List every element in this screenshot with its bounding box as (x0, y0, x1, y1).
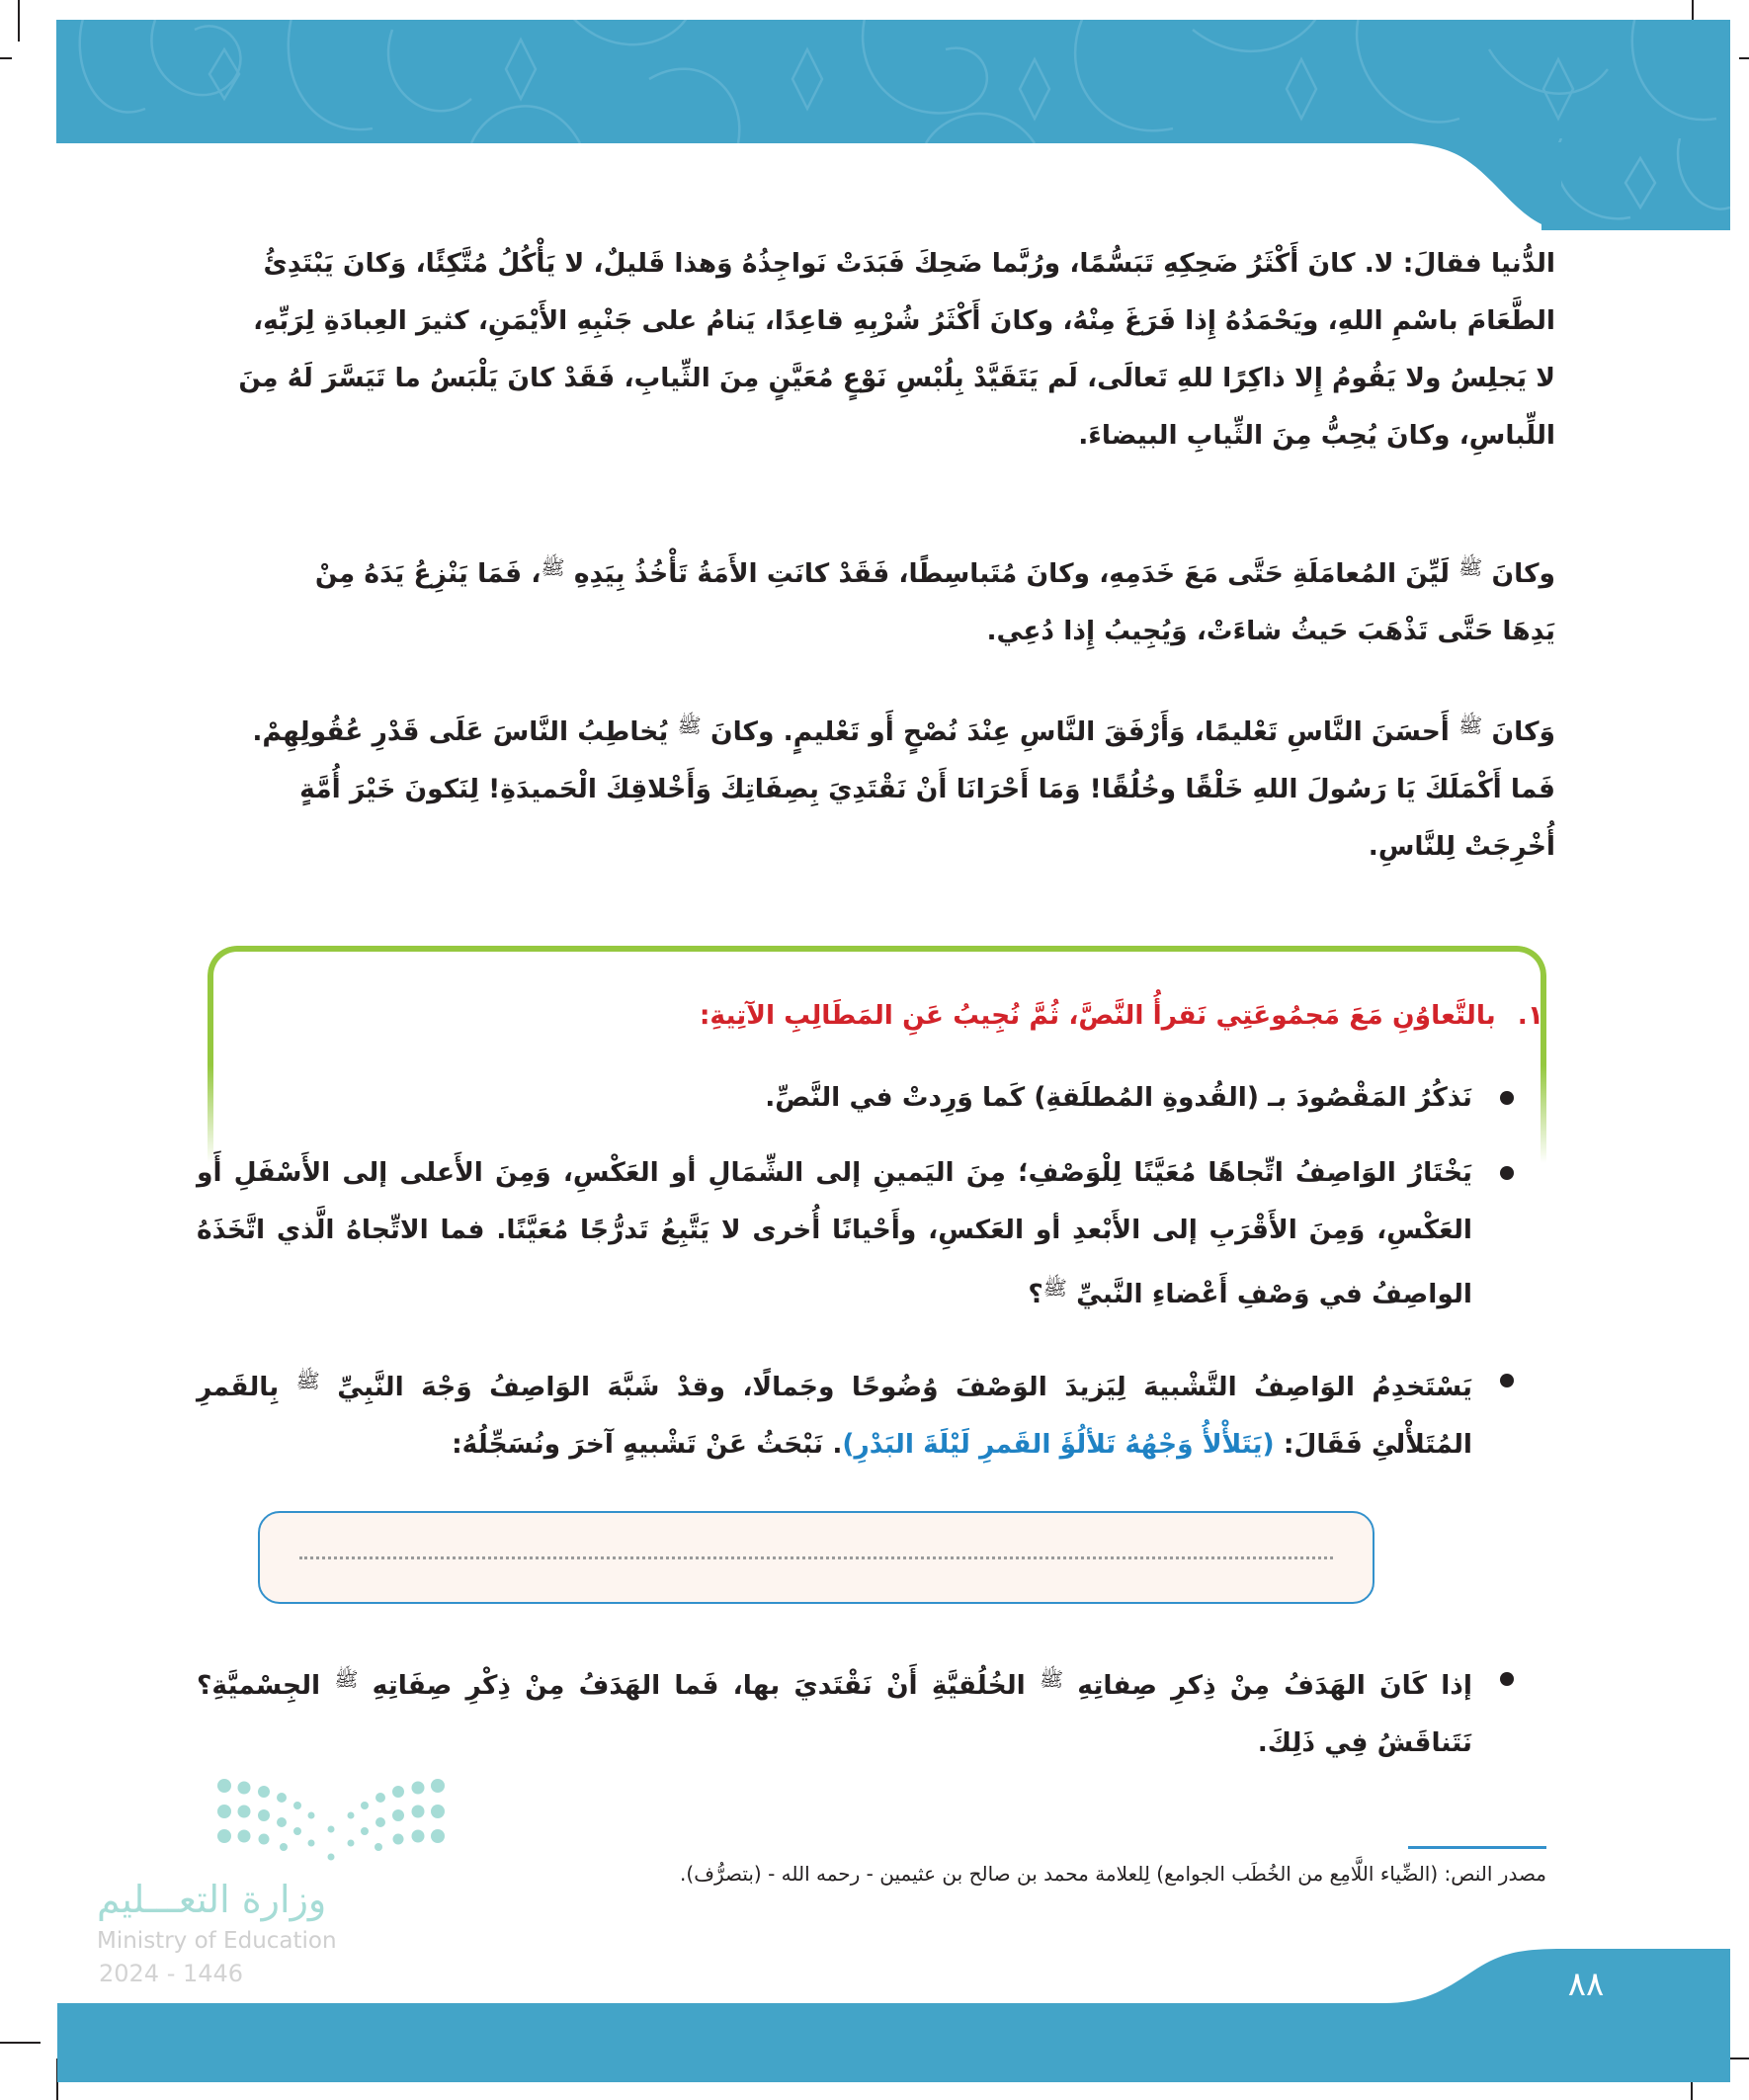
header-curve (1383, 142, 1561, 231)
question-text: بالتَّعاوُنِ مَعَ مَجمُوعَتِي نَقرأُ النَّصَّ، ثُمَّ نُجِيبُ عَنِ المَطَالِبِ الآتِيةِ: (699, 1000, 1496, 1031)
text-line: يَدِهَا حَتَّى تَذْهَبَ حَيثُ شاءَتْ، وَيُجِيبُ إِذا دُعِي. (986, 616, 1555, 646)
pbuh-icon: ﷺ (677, 714, 702, 737)
activity-bullet-list (197, 1352, 1516, 1473)
activity-bullet-list (197, 1650, 1516, 1772)
footer-band (57, 2003, 1730, 2082)
crop-mark (0, 57, 12, 59)
arabesque-pattern-icon (1541, 138, 1730, 230)
question-number: ١. (1517, 1000, 1543, 1031)
pbuh-icon: ﷺ (1042, 1276, 1067, 1300)
reading-paragraph-1 (192, 235, 1555, 464)
ministry-name-arabic: وزارة التعـــليم (97, 1878, 327, 1921)
activity-card-border (208, 946, 1546, 1163)
pbuh-icon: ﷺ (295, 1369, 320, 1392)
text-line: فَما أَكْمَلَكَ يَا رَسُولَ اللهِ خَلْقًا وخُلُقًا! وَمَا أَحْرَانَا أَنْ نَقْتَدِيَ بِصِفَاتِكَ وَأَخْلاقِكَ الْحَميدَةِ! لِنَكونَ خَيْرَ أُمَّةٍ (299, 774, 1555, 804)
bullet-item: نَذكُرُ المَقْصُودَ بـ (القُدوةِ المُطلَقةِ) كَما وَرِدتْ في النَّصِّ. (197, 1069, 1516, 1127)
edition-year: 2024 - 1446 (99, 1960, 244, 1987)
bullet-item: يَخْتَارُ الوَاصِفُ اتِّجاهًا مُعَيَّنًا لِلْوَصْفِ؛ مِنَ اليَمينِ إلى الشِّمَالِ أو العَكْسِ، وَمِنَ الأَعلى إلى الأَسْفَلِ أَو العَكْسِ، وَمِنَ الأَقْرَبِ إلى الأَبْعدِ أو العَكسِ، وأَحْيانًا أُخرى لا يَتَّبِعُ تَدرُّجًا مُعَيَّنًا. فما الاتِّجاهُ الَّذي اتَّخَذَهُ الواصِفُ في وَصْفِ أَعْضاءِ النَّبيِّ $^ﷺ$؟ (197, 1144, 1516, 1323)
answer-dotted-line[interactable] (299, 1556, 1333, 1559)
header-banner (56, 20, 1730, 143)
crop-mark (1739, 57, 1749, 59)
arabesque-pattern-icon (56, 20, 1730, 143)
text-line: وكانَ $^ﷺ$ لَيِّنَ المُعامَلَةِ حَتَّى مَعَ خَدَمِهِ، وكانَ مُتَباسِطًا، فَقَدْ كانَتِ الأَمَةُ تَأْخُذُ بِيَدِهِ $^ﷺ$، فَمَا يَنْزِعُ يَدَهُ مِنْ (314, 555, 1555, 589)
bullet-item: إذا كَانَ الهَدَفُ مِنْ ذِكرِ صِفاتِهِ $^ﷺ$ الخُلُقيَّةِ أَنْ نَقْتَديَ بها، فَما الهَدَفُ مِنْ ذِكْرِ صِفَاتِهِ $^ﷺ$ الجِسْميَّةِ؟ نَتَناقَشُ فِي ذَلِكَ. (197, 1650, 1516, 1772)
pbuh-icon: ﷺ (1039, 1667, 1064, 1691)
pbuh-icon: ﷺ (1458, 714, 1483, 737)
pbuh-icon: ﷺ (334, 1667, 359, 1691)
text-line: لا يَجلِسُ ولا يَقُومُ إِلا ذاكِرًا للهِ تَعالَى، لَم يَتَقَيَّدْ بِلُبْسِ نَوْعٍ مُعَيَّنٍ مِنَ الثِّيابِ، فَقَدْ كانَ يَلْبَسُ ما تَيَسَّرَ لَهُ مِنَ (238, 363, 1555, 393)
crop-mark (18, 0, 20, 42)
text-line: الدُّنيا فقالَ: لا. كانَ أَكْثَرُ ضَحِكِهِ تَبَسُّمًا، ورُبَّما ضَحِكَ فَبَدَتْ نَواجِذُهُ وَهذا قَليلٌ، لا يَأْكُلُ مُتَّكِئًا، وَكانَ يَبْتَدِئُ (263, 248, 1555, 279)
source-footnote: مصدر النص: (الضِّياء اللَّامِع من الخُطَب الجوامع) لِلعلامة محمد بن صالح بن عثيمين - رحمه الله - (بتصرُّف). (680, 1862, 1546, 1886)
ministry-name-english: Ministry of Education (97, 1928, 337, 1954)
ministry-logo-icon (212, 1774, 450, 1868)
pbuh-icon: ﷺ (1458, 555, 1483, 579)
reading-paragraph-2 (192, 539, 1555, 660)
pbuh-icon: ﷺ (541, 555, 565, 579)
hadith-quote: (يَتَلأْلأُ وَجْهُهُ تَلألُؤَ القَمرِ لَيْلَةَ البَدْرِ) (842, 1429, 1275, 1460)
activity-question-title (700, 996, 1543, 1036)
header-tab (1541, 138, 1730, 230)
activity-bullet-list (197, 1069, 1516, 1127)
page-number: ٨٨ (1567, 1965, 1605, 2004)
bullet-item: يَسْتَخدِمُ الوَاصِفُ التَّشْبيهَ لِيَزيدَ الوَصْفَ وُضُوحًا وجَمالًا، وقدْ شَبَّهَ الوَاصِفُ وَجْهَ النَّبِيِّ $^ﷺ$ بِالقَمرِ المُتَلأْلئِ فَقَالَ: (يَتَلأْلأُ وَجْهُهُ تَلألُؤَ القَمرِ لَيْلَةَ البَدْرِ). نَبْحَثُ عَنْ تَشْبيهٍ آخرَ ونُسَجِّلُهُ: (197, 1352, 1516, 1473)
crop-mark (0, 2042, 41, 2044)
text-line: وَكانَ $^ﷺ$ أَحسَنَ النَّاسِ تَعْليمًا، وَأَرْفَقَ النَّاسِ عِنْدَ نُصْحٍ أَو تَعْليمٍ. وكانَ $^ﷺ$ يُخاطِبُ النَّاسَ عَلَى قَدْرِ عُقُولِهِمْ. (252, 714, 1555, 747)
reading-paragraph-3 (192, 697, 1555, 876)
footnote-divider (1408, 1846, 1546, 1849)
text-line: الطَّعَامَ باسْمِ اللهِ، ويَحْمَدُهُ إِذا فَرَغَ مِنْهُ، وكانَ أَكْثَرُ شُرْبِهِ قاعِدًا، يَنامُ على جَنْبِهِ الأَيْمَنِ، كثيرَ العِبادَةِ لِرَبِّهِ، (253, 305, 1555, 336)
answer-input-box[interactable] (258, 1511, 1374, 1604)
text-line: اللِّباسِ، وكانَ يُحِبُّ مِنَ الثِّيابِ البيضاءَ. (1078, 420, 1555, 451)
text-line: أُخْرِجَتْ لِلنَّاسِ. (1368, 831, 1555, 862)
activity-bullet-list (197, 1144, 1516, 1323)
